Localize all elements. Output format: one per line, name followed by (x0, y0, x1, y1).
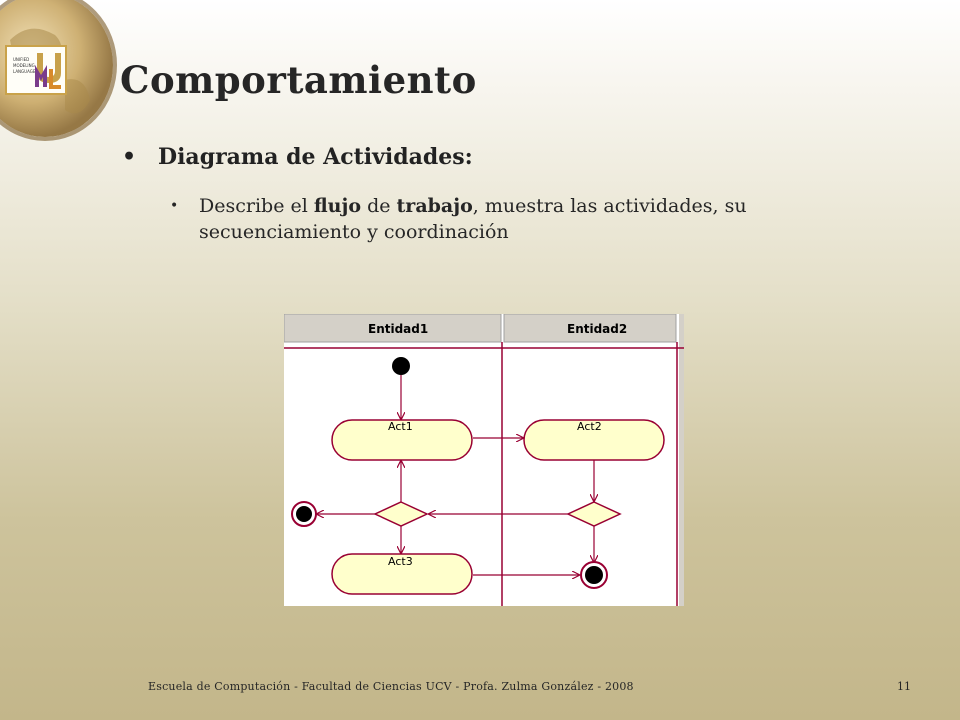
svg-text:MODELING: MODELING (13, 63, 35, 68)
bold-term-flujo: flujo (313, 195, 362, 217)
bullet-level2-text (199, 193, 910, 245)
activity-diagram (284, 314, 684, 606)
text-part: de (361, 195, 397, 217)
swimlane-label-1: Entidad1 (368, 322, 429, 336)
activity-label-act3: Act3 (388, 555, 413, 568)
activity-label-act2: Act2 (577, 420, 602, 433)
bullet-marker: • (122, 144, 137, 170)
svg-text:LANGUAGE: LANGUAGE (13, 69, 36, 74)
swimlane-label-2: Entidad2 (567, 322, 628, 336)
scrollbar-edge (679, 314, 684, 606)
text-part: Describe el (199, 195, 314, 217)
page-number: 11 (897, 680, 911, 693)
final-node-left-inner (296, 506, 312, 522)
initial-node (392, 357, 410, 375)
text-part: , muestra las actividades, su secuenciamiento y coordinación (199, 195, 747, 243)
bullet-level2 (170, 193, 910, 245)
final-node-right-inner (585, 566, 603, 584)
uml-logo (5, 45, 67, 95)
bullet-level1-text: Diagrama de Actividades: (158, 144, 473, 170)
slide-title: Comportamiento (120, 58, 477, 102)
footer-text: Escuela de Computación - Facultad de Ciencias UCV - Profa. Zulma González - 2008 (148, 680, 634, 693)
bold-term-trabajo: trabajo (396, 195, 473, 217)
bullet-level1 (122, 144, 473, 170)
svg-text:UNIFIED: UNIFIED (13, 57, 30, 62)
activity-label-act1: Act1 (388, 420, 413, 433)
bullet-marker: • (170, 198, 179, 214)
